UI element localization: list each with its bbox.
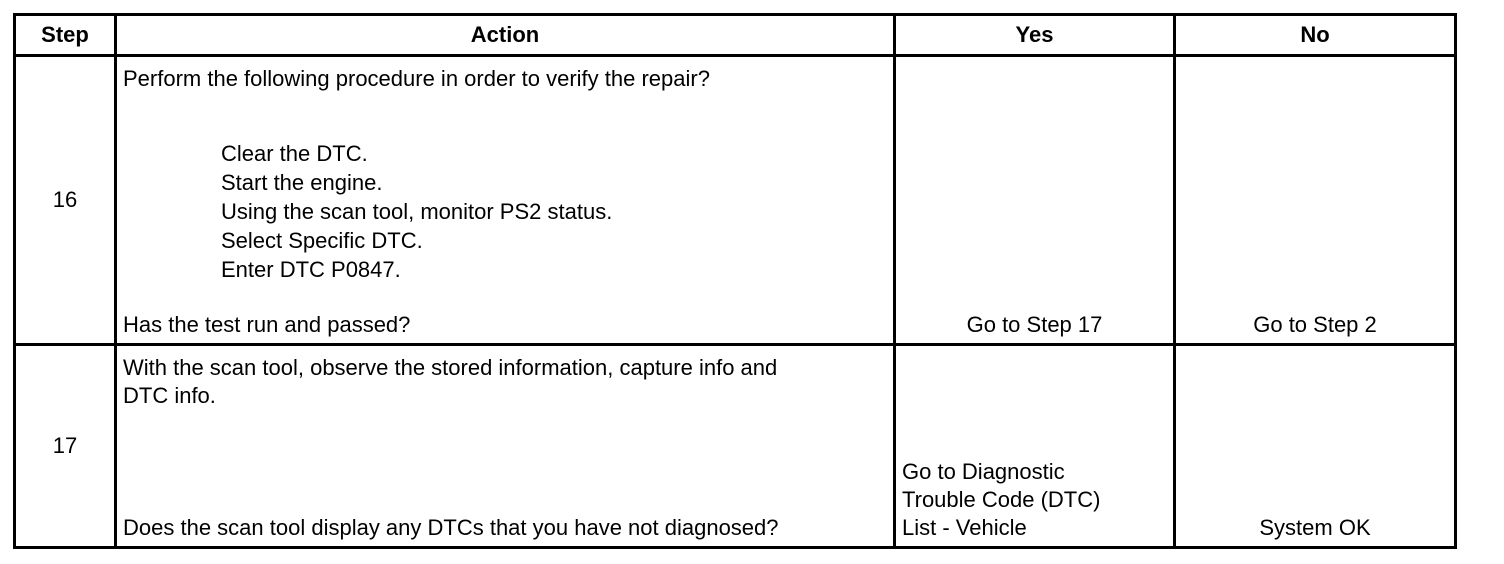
header-yes: Yes — [895, 15, 1175, 56]
action-question: Does the scan tool display any DTCs that you have not diagnosed? — [123, 515, 779, 540]
procedure-item: Enter DTC P0847. — [221, 257, 401, 282]
action-cell — [116, 56, 895, 345]
action-intro — [123, 354, 887, 410]
yes-result: Go to Step 17 — [966, 312, 1103, 337]
yes-cell — [895, 56, 1175, 345]
diagnostic-table — [13, 13, 1457, 549]
yes-result-line: Trouble Code (DTC) — [902, 487, 1101, 512]
no-cell — [1175, 345, 1456, 548]
no-cell — [1175, 56, 1456, 345]
diagnostic-table-container — [13, 13, 1454, 555]
yes-result-line: List - Vehicle — [902, 515, 1027, 540]
step-number: 16 — [15, 56, 116, 345]
procedure-item: Using the scan tool, monitor PS2 status. — [221, 199, 613, 224]
header-action: Action — [116, 15, 895, 56]
yes-result — [902, 458, 1100, 542]
header-step: Step — [15, 15, 116, 56]
yes-cell — [895, 345, 1175, 548]
header-no: No — [1175, 15, 1456, 56]
action-intro-line: With the scan tool, observe the stored information, capture info and — [123, 355, 778, 380]
step-number: 17 — [15, 345, 116, 548]
procedure-list — [221, 139, 887, 284]
action-question: Has the test run and passed? — [123, 312, 411, 337]
no-result: Go to Step 2 — [1253, 312, 1377, 337]
action-intro: Perform the following procedure in order to verify the repair? — [123, 66, 710, 91]
procedure-item: Start the engine. — [221, 170, 383, 195]
table-row — [15, 345, 1456, 548]
procedure-item: Select Specific DTC. — [221, 228, 423, 253]
procedure-item: Clear the DTC. — [221, 141, 368, 166]
yes-result-line: Go to Diagnostic — [902, 459, 1065, 484]
table-row — [15, 56, 1456, 345]
action-cell — [116, 345, 895, 548]
header-row — [15, 15, 1456, 56]
action-intro-line: DTC info. — [123, 383, 216, 408]
no-result: System OK — [1259, 515, 1371, 540]
